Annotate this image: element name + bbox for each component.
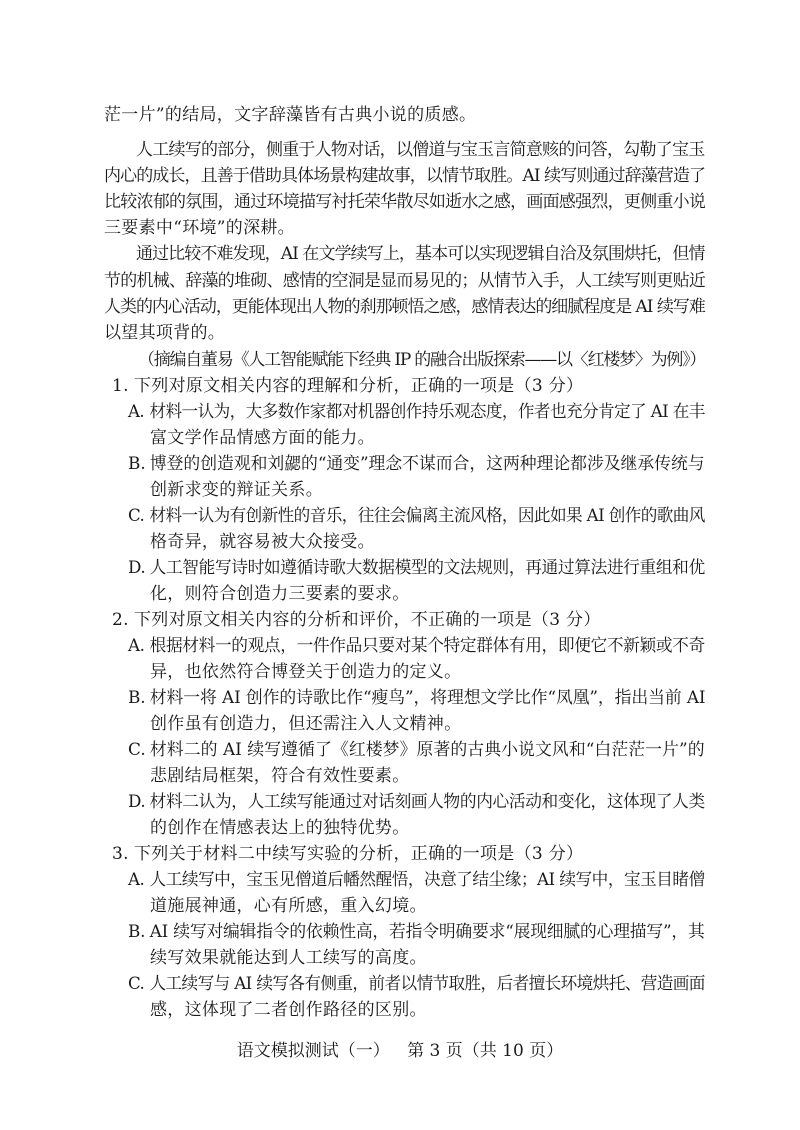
option-letter: D. — [128, 792, 146, 812]
question-stem — [112, 843, 583, 865]
option-text: 人工续写中，宝玉见僧道后幡然醒悟，决意了结尘缘；AI 续写中，宝玉目睹僧 — [149, 870, 705, 890]
passage-line: 通过比较不难发现，AI 在文学续写上，基本可以实现逻辑自洽及氛围烘托，但情 — [136, 244, 705, 264]
option-b[interactable] — [128, 687, 705, 709]
question-number: 2. — [112, 610, 129, 630]
passage-line: 人类的内心活动，更能体现出人物的刹那顿悟之感，感情表达的细腻程度是 AI 续写难 — [104, 297, 705, 317]
passage-line: 比较浓郁的氛围，通过环境描写衬托荣华散尽如逝水之感，画面感强烈，更侧重小说 — [104, 192, 706, 212]
option-text-cont: 道施展神通，心有所感，重入幻境。 — [150, 896, 427, 916]
footer-page-number: 第 3 页（共 10 页） — [407, 1041, 564, 1061]
option-text-cont: 创作虽有创造力，但还需注入人文精神。 — [150, 714, 462, 734]
option-text: 材料一认为有创新性的音乐，往往会偏离主流风格，因此如果 AI 创作的歌曲风 — [149, 506, 705, 526]
passage-line: 节的机械、辞藻的堆砌、感情的空洞是显而易见的；从情节入手，人工续写则更贴近 — [104, 271, 706, 291]
option-letter: A. — [128, 636, 145, 656]
option-letter: A. — [128, 870, 145, 890]
passage-line: 以望其项背的。 — [104, 323, 226, 343]
option-text: 材料一认为，大多数作家都对机器创作持乐观态度，作者也充分肯定了 AI 在丰 — [149, 402, 705, 422]
option-letter: C. — [128, 740, 146, 760]
option-b[interactable] — [128, 921, 705, 943]
option-d[interactable] — [128, 791, 705, 813]
option-text-cont: 化，则符合创造力三要素的要求。 — [150, 584, 410, 604]
option-text: 人工智能写诗时如遵循诗歌大数据模型的文法规则，再通过算法进行重组和优 — [149, 558, 705, 578]
question-stem-text: 下列对原文相关内容的分析和评价，不正确的一项是（3 分） — [134, 610, 601, 630]
option-a[interactable] — [128, 869, 705, 891]
option-c[interactable] — [128, 505, 705, 527]
option-letter: B. — [128, 688, 146, 708]
option-text-cont: 富文学作品情感方面的能力。 — [150, 428, 375, 448]
option-text: 材料一将 AI 创作的诗歌比作“瘦鸟”，将理想文学比作“凤凰”，指出当前 AI — [149, 688, 706, 708]
footer-title: 语文模拟测试（一） — [236, 1041, 390, 1061]
option-text: 材料二的 AI 续写遵循了《红楼梦》原著的古典小说文风和“白茫茫一片”的 — [149, 740, 705, 760]
page-footer — [0, 1040, 800, 1062]
question-stem-text: 下列对原文相关内容的理解和分析，正确的一项是（3 分） — [134, 376, 584, 396]
option-text-cont: 续写效果就能达到人工续写的高度。 — [150, 948, 427, 968]
option-text: 材料二认为，人工续写能通过对话刻画人物的内心活动和变化，这体现了人类 — [149, 792, 705, 812]
option-c[interactable] — [128, 739, 705, 761]
passage-line: 三要素中“环境”的深耕。 — [104, 218, 295, 238]
passage-line: 茫一片”的结局，文字辞藻皆有古典小说的质感。 — [104, 105, 477, 125]
option-c[interactable] — [128, 973, 705, 995]
question-stem — [112, 375, 583, 397]
option-text: 人工续写与 AI 续写各有侧重，前者以情节取胜，后者擅长环境烘托、营造画面 — [149, 974, 705, 994]
option-text-cont: 格奇异，就容易被大众接受。 — [150, 532, 375, 552]
option-text-cont: 的创作在情感表达上的独特优势。 — [150, 818, 410, 838]
option-text: AI 续写对编辑指令的依赖性高，若指令明确要求“展现细腻的心理描写”，其 — [149, 922, 705, 942]
option-text-cont: 感，这体现了二者创作路径的区别。 — [150, 1000, 427, 1020]
option-text-cont: 创新求变的辩证关系。 — [150, 480, 323, 500]
option-letter: C. — [128, 506, 145, 526]
option-text: 根据材料一的观点，一件作品只要对某个特定群体有用，即便它不新颖或不奇 — [149, 636, 705, 656]
option-text: 博登的创造观和刘勰的“通变”理念不谋而合，这两种理论都涉及继承传统与 — [149, 454, 705, 474]
option-a[interactable] — [128, 401, 705, 423]
passage-line: 内心的成长，且善于借助具体场景构建故事，以情节取胜。AI 续写则通过辞藻营造了 — [104, 166, 706, 186]
option-letter: D. — [128, 558, 146, 578]
option-text-cont: 异，也依然符合博登关于创造力的定义。 — [150, 662, 462, 682]
question-stem-text: 下列关于材料二中续写实验的分析，正确的一项是（3 分） — [134, 844, 584, 864]
option-letter: B. — [128, 454, 146, 474]
option-a[interactable] — [128, 635, 705, 657]
question-stem — [112, 609, 601, 631]
passage-line: 人工续写的部分，侧重于人物对话，以僧道与宝玉言简意赅的问答，勾勒了宝玉 — [136, 140, 705, 160]
option-letter: B. — [128, 922, 146, 942]
option-text-cont: 悲剧结局框架，符合有效性要素。 — [150, 766, 410, 786]
option-letter: C. — [128, 974, 145, 994]
passage-source: （摘编自董易《人工智能赋能下经典 IP 的融合出版探索——以〈红楼梦〉为例》） — [138, 350, 706, 370]
option-b[interactable] — [128, 453, 705, 475]
option-letter: A. — [128, 402, 145, 422]
question-number: 1. — [112, 376, 129, 396]
option-d[interactable] — [128, 557, 705, 579]
question-number: 3. — [112, 844, 129, 864]
